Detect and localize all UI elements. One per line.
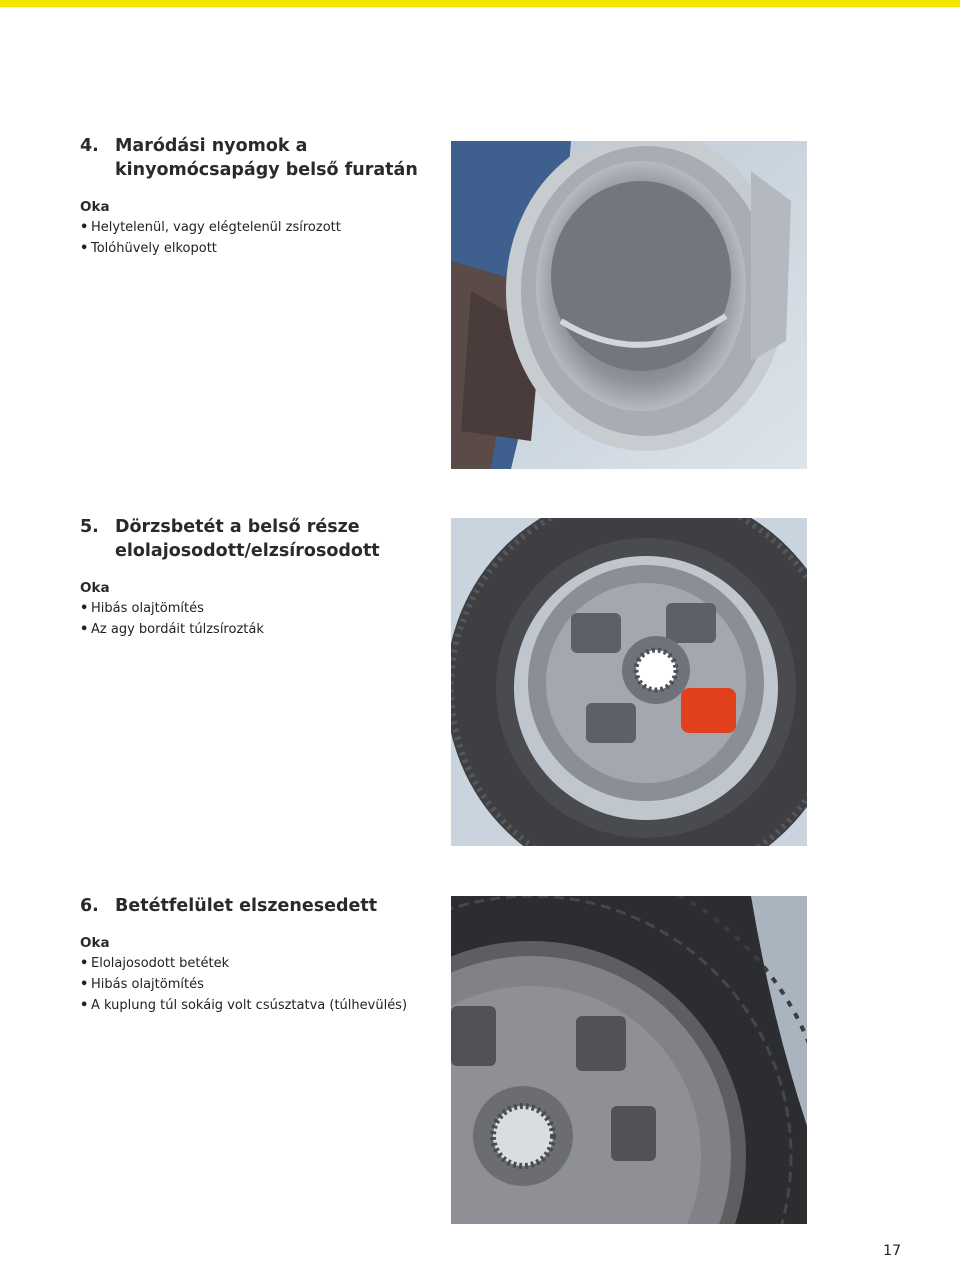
release-bearing-illustration — [451, 141, 807, 469]
list-item — [80, 995, 450, 1016]
cause-text: Elolajosodott betétek — [91, 956, 230, 971]
section-5 — [80, 515, 440, 640]
list-item — [80, 619, 440, 640]
cause-label: Oka — [80, 199, 110, 215]
list-item — [80, 598, 440, 619]
section-heading — [80, 134, 440, 182]
cause-list — [80, 953, 450, 1016]
cause-text: A kuplung túl sokáig volt csúsztatva (túlhevülés) — [91, 998, 408, 1013]
bullet-icon: • — [80, 220, 89, 235]
list-item — [80, 974, 450, 995]
section-heading — [80, 515, 440, 563]
top-accent-bar — [0, 0, 960, 7]
list-item — [80, 217, 440, 238]
section-4 — [80, 134, 440, 259]
cause-list — [80, 217, 440, 259]
cause-text: Tolóhüvely elkopott — [91, 241, 217, 256]
section-number: 6. — [80, 896, 99, 916]
list-item — [80, 953, 450, 974]
section-number: 5. — [80, 517, 99, 537]
cause-list — [80, 598, 440, 640]
burnt-disc-illustration — [451, 896, 807, 1224]
section-title: Betétfelület elszenesedett — [115, 896, 378, 916]
oily-clutch-disc-photo — [451, 518, 807, 846]
release-bearing-photo — [451, 141, 807, 469]
cause-text: Hibás olajtömítés — [91, 977, 204, 992]
bullet-icon: • — [80, 998, 89, 1013]
cause-text: Helytelenül, vagy elégtelenül zsírozott — [91, 220, 341, 235]
section-title: Maródási nyomok a kinyomócsapágy belső furatán — [115, 136, 418, 180]
cause-text: Hibás olajtömítés — [91, 601, 204, 616]
cause-label: Oka — [80, 580, 110, 596]
section-title: Dörzsbetét a belső része elolajosodott/elzsírosodott — [115, 517, 380, 561]
page-number: 17 — [883, 1243, 901, 1259]
bullet-icon: • — [80, 977, 89, 992]
bullet-icon: • — [80, 241, 89, 256]
bullet-icon: • — [80, 622, 89, 637]
list-item — [80, 238, 440, 259]
burnt-clutch-disc-photo — [451, 896, 807, 1224]
section-heading — [80, 894, 450, 918]
cause-text: Az agy bordáit túlzsírozták — [91, 622, 264, 637]
cause-label: Oka — [80, 935, 110, 951]
bullet-icon: • — [80, 956, 89, 971]
section-number: 4. — [80, 136, 99, 156]
bullet-icon: • — [80, 601, 89, 616]
section-6 — [80, 894, 450, 1016]
clutch-disc-illustration — [451, 518, 807, 846]
